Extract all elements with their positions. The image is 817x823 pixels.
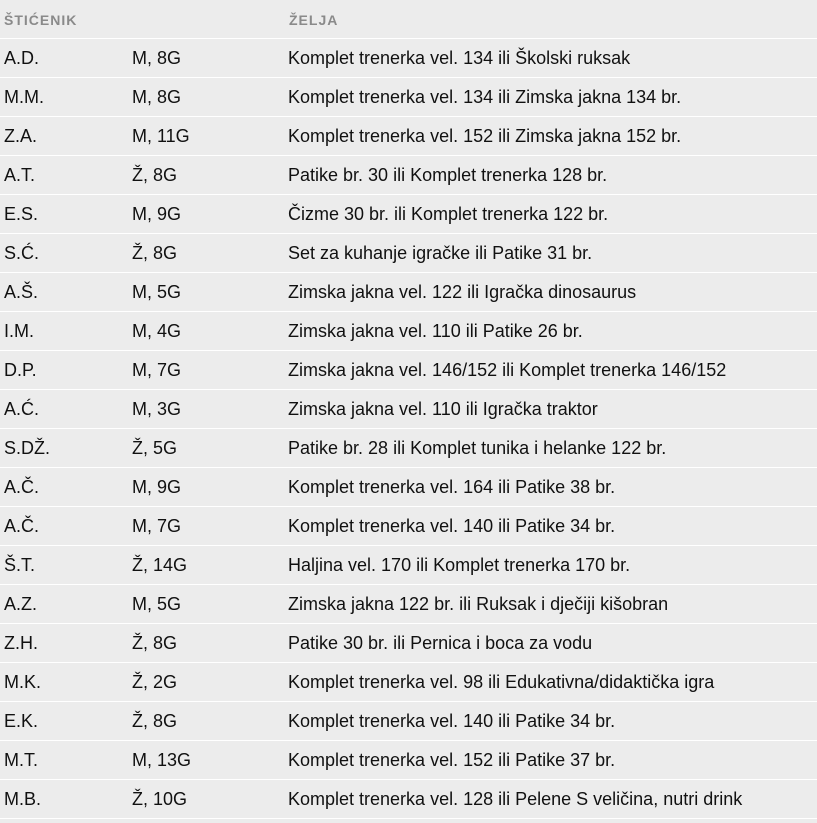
- row-wish: Patike 30 br. ili Pernica i boca za vodu: [288, 632, 593, 653]
- row-info: M, 11G: [132, 125, 190, 146]
- row-wish: Set za kuhanje igračke ili Patike 31 br.: [288, 242, 593, 263]
- row-wish: Komplet trenerka vel. 134 ili Zimska jakna 134 br.: [288, 86, 682, 107]
- row-name: I.M.: [4, 320, 34, 341]
- row-name: E.S.: [4, 203, 39, 224]
- row-name: A.D.: [4, 47, 40, 68]
- row-name: A.Š.: [4, 281, 39, 302]
- header-stićenik: ŠTIĆENIK: [4, 11, 78, 28]
- row-wish: Komplet trenerka vel. 140 ili Patike 34 br.: [288, 515, 616, 536]
- table-bottom-border: [0, 818, 817, 819]
- row-name: Š.T.: [4, 554, 36, 575]
- row-wish: Zimska jakna vel. 110 ili Patike 26 br.: [288, 320, 583, 341]
- row-name: M.B.: [4, 788, 42, 809]
- row-name: M.T.: [4, 749, 38, 770]
- table-row: [0, 428, 817, 467]
- table-row: [0, 350, 817, 389]
- row-name: A.Č.: [4, 476, 40, 497]
- row-name: A.Z.: [4, 593, 38, 614]
- header-info: [132, 19, 284, 20]
- table-row: [0, 662, 817, 701]
- row-wish: Patike br. 30 ili Komplet trenerka 128 br.: [288, 164, 608, 185]
- row-info: Ž, 10G: [132, 788, 188, 809]
- row-name: A.Č.: [4, 515, 40, 536]
- row-info: M, 7G: [132, 515, 182, 536]
- row-name: A.Ć.: [4, 398, 40, 419]
- row-info: Ž, 8G: [132, 164, 178, 185]
- row-info: M, 8G: [132, 86, 182, 107]
- row-wish: Zimska jakna vel. 122 ili Igračka dinosaurus: [288, 281, 637, 302]
- row-wish: Komplet trenerka vel. 134 ili Školski ruksak: [288, 47, 631, 68]
- row-wish: Komplet trenerka vel. 164 ili Patike 38 br.: [288, 476, 616, 497]
- table-row: [0, 116, 817, 155]
- table-row: [0, 584, 817, 623]
- table-row: [0, 467, 817, 506]
- row-info: M, 9G: [132, 203, 182, 224]
- row-info: Ž, 8G: [132, 632, 178, 653]
- row-wish: Komplet trenerka vel. 98 ili Edukativna/didaktička igra: [288, 671, 715, 692]
- row-info: M, 4G: [132, 320, 182, 341]
- row-info: Ž, 5G: [132, 437, 178, 458]
- table-body: [0, 38, 817, 818]
- row-info: M, 8G: [132, 47, 182, 68]
- table-row: [0, 701, 817, 740]
- header-želja: ŽELJA: [289, 11, 339, 28]
- row-wish: Komplet trenerka vel. 128 ili Pelene S veličina, nutri drink: [288, 788, 743, 809]
- table-row: [0, 194, 817, 233]
- row-wish: Zimska jakna vel. 110 ili Igračka traktor: [288, 398, 598, 419]
- row-wish: Patike br. 28 ili Komplet tunika i helanke 122 br.: [288, 437, 667, 458]
- row-name: D.P.: [4, 359, 37, 380]
- row-name: S.Ć.: [4, 242, 40, 263]
- row-wish: Komplet trenerka vel. 140 ili Patike 34 br.: [288, 710, 616, 731]
- row-name: Z.A.: [4, 125, 38, 146]
- table-row: [0, 38, 817, 77]
- row-wish: Čizme 30 br. ili Komplet trenerka 122 br.: [288, 203, 609, 224]
- row-name: Z.H.: [4, 632, 38, 653]
- table-row: [0, 779, 817, 818]
- row-name: E.K.: [4, 710, 39, 731]
- table-header: [0, 0, 817, 38]
- row-info: M, 5G: [132, 281, 182, 302]
- row-name: M.K.: [4, 671, 42, 692]
- row-info: M, 9G: [132, 476, 182, 497]
- row-info: Ž, 2G: [132, 671, 178, 692]
- row-info: M, 3G: [132, 398, 182, 419]
- row-info: M, 7G: [132, 359, 182, 380]
- row-info: Ž, 8G: [132, 710, 178, 731]
- row-info: Ž, 14G: [132, 554, 188, 575]
- row-wish: Komplet trenerka vel. 152 ili Patike 37 br.: [288, 749, 616, 770]
- row-name: M.M.: [4, 86, 44, 107]
- table-row: [0, 389, 817, 428]
- table-row: [0, 311, 817, 350]
- row-name: A.T.: [4, 164, 36, 185]
- row-info: M, 13G: [132, 749, 192, 770]
- row-wish: Haljina vel. 170 ili Komplet trenerka 170 br.: [288, 554, 631, 575]
- table-row: [0, 155, 817, 194]
- row-wish: Komplet trenerka vel. 152 ili Zimska jakna 152 br.: [288, 125, 682, 146]
- row-info: Ž, 8G: [132, 242, 178, 263]
- row-name: S.DŽ.: [4, 437, 51, 458]
- table-row: [0, 272, 817, 311]
- row-info: M, 5G: [132, 593, 182, 614]
- row-wish: Zimska jakna vel. 146/152 ili Komplet trenerka 146/152: [288, 359, 727, 380]
- table-row: [0, 506, 817, 545]
- table-row: [0, 233, 817, 272]
- row-wish: Zimska jakna 122 br. ili Ruksak i dječiji kišobran: [288, 593, 669, 614]
- table-row: [0, 623, 817, 662]
- table-row: [0, 77, 817, 116]
- table-row: [0, 740, 817, 779]
- table-row: [0, 545, 817, 584]
